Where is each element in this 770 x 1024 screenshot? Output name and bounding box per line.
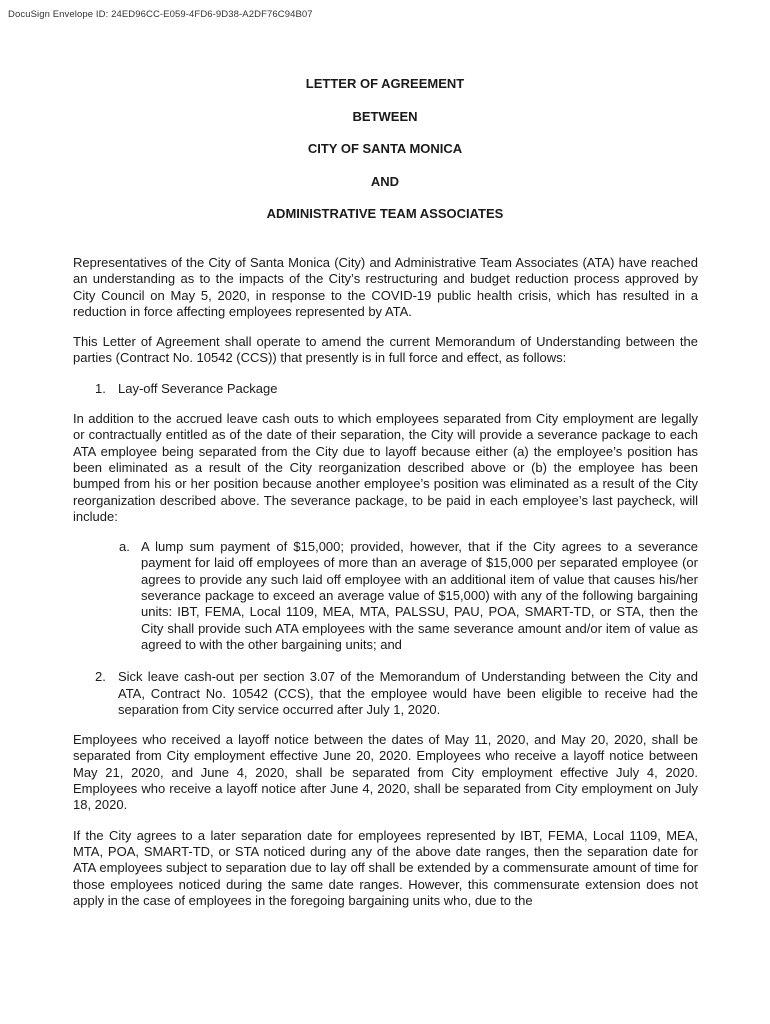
list-item-1-label: Lay-off Severance Package: [118, 380, 278, 396]
list-item-a-letter: a.: [119, 539, 130, 555]
title-between: BETWEEN: [352, 108, 418, 124]
layoff-dates-paragraph: Employees who received a layoff notice between the dates of May 11, 2020, and May 20, 2020, shall be separated from City employment effective June 20, 2020. Employees who receive a layoff notice between May 21, 2020, and June 4, 2020, shall be separated from City employment effective July 4, 2020. Employees who receive a layoff notice after June 4, 2020, shall be separated from City employment on July 18, 2020.: [73, 732, 698, 813]
list-item-a: [119, 539, 698, 653]
docusign-envelope-id: DocuSign Envelope ID: 24ED96CC-E059-4FD6-9D38-A2DF76C94B07: [8, 9, 313, 20]
list-item-1: [95, 381, 698, 397]
list-item-1-number: 1.: [95, 380, 106, 396]
document-body: [73, 255, 698, 909]
amend-paragraph: This Letter of Agreement shall operate to amend the current Memorandum of Understanding between the parties (Contract No. 10542 (CCS)) that presently is in full force and effect, as follows:: [73, 334, 698, 366]
list-item-2-number: 2.: [95, 669, 106, 685]
list-item-2-text: Sick leave cash-out per section 3.07 of the Memorandum of Understanding between the City and ATA, Contract No. 10542 (CCS), that the employee would have been eligible to receive had the separation from City service occurred after July 1, 2020.: [118, 669, 698, 717]
later-date-paragraph: If the City agrees to a later separation date for employees represented by IBT, FEMA, Local 1109, MEA, MTA, POA, SMART-TD, or STA noticed during any of the above date ranges, then the separation date for ATA employees subject to separation due to lay off shall be extended by a commensurate amount of time for those employees noticed during the same date ranges. However, this commensurate extension does not apply in the case of employees in the foregoing bargaining units who, due to the: [73, 827, 698, 908]
severance-paragraph: In addition to the accrued leave cash outs to which employees separated from City employment are legally or contractually entitled as of the date of their separation, the City will provide a severance package to each ATA employee being separated from the City due to layoff because either (a) the employee’s position has been eliminated as a result of the City reorganization described above or (b) the employee has been bumped from his or her position because another employee’s position was eliminated as a result of the City reorganization described above. The severance package, to be paid in each employee’s last paycheck, will include:: [73, 411, 698, 524]
intro-paragraph: Representatives of the City of Santa Monica (City) and Administrative Team Associates (ATA) have reached an understanding as to the impacts of the City’s restructuring and budget reduction process approved by City Council on May 5, 2020, in response to the COVID-19 public health crisis, which has resulted in a reduction in force affecting employees represented by ATA.: [73, 255, 698, 319]
title-city-of-santa-monica: CITY OF SANTA MONICA: [307, 141, 463, 157]
list-item-2: [95, 669, 698, 718]
list-item-a-text: A lump sum payment of $15,000; provided, however, that if the City agrees to a severance payment for laid off employees of more than an average of $15,000 per separated employee (or agrees to provide any such laid off employee with an additional item of value that causes his/her severance package to exceed an average value of $15,000) with any of the following bargaining units: IBT, FEMA, Local 1109, MEA, MTA, PALSSU, PAU, POA, SMART-TD, or STA, then the City shall provide such ATA employees with the same severance amount and/or item of value as agreed to with the other bargaining units; and: [141, 539, 698, 652]
title-and: AND: [370, 173, 400, 189]
document-title-block: [0, 76, 770, 239]
title-administrative-team-associates: ADMINISTRATIVE TEAM ASSOCIATES: [266, 206, 504, 222]
title-letter-of-agreement: LETTER OF AGREEMENT: [305, 76, 465, 91]
